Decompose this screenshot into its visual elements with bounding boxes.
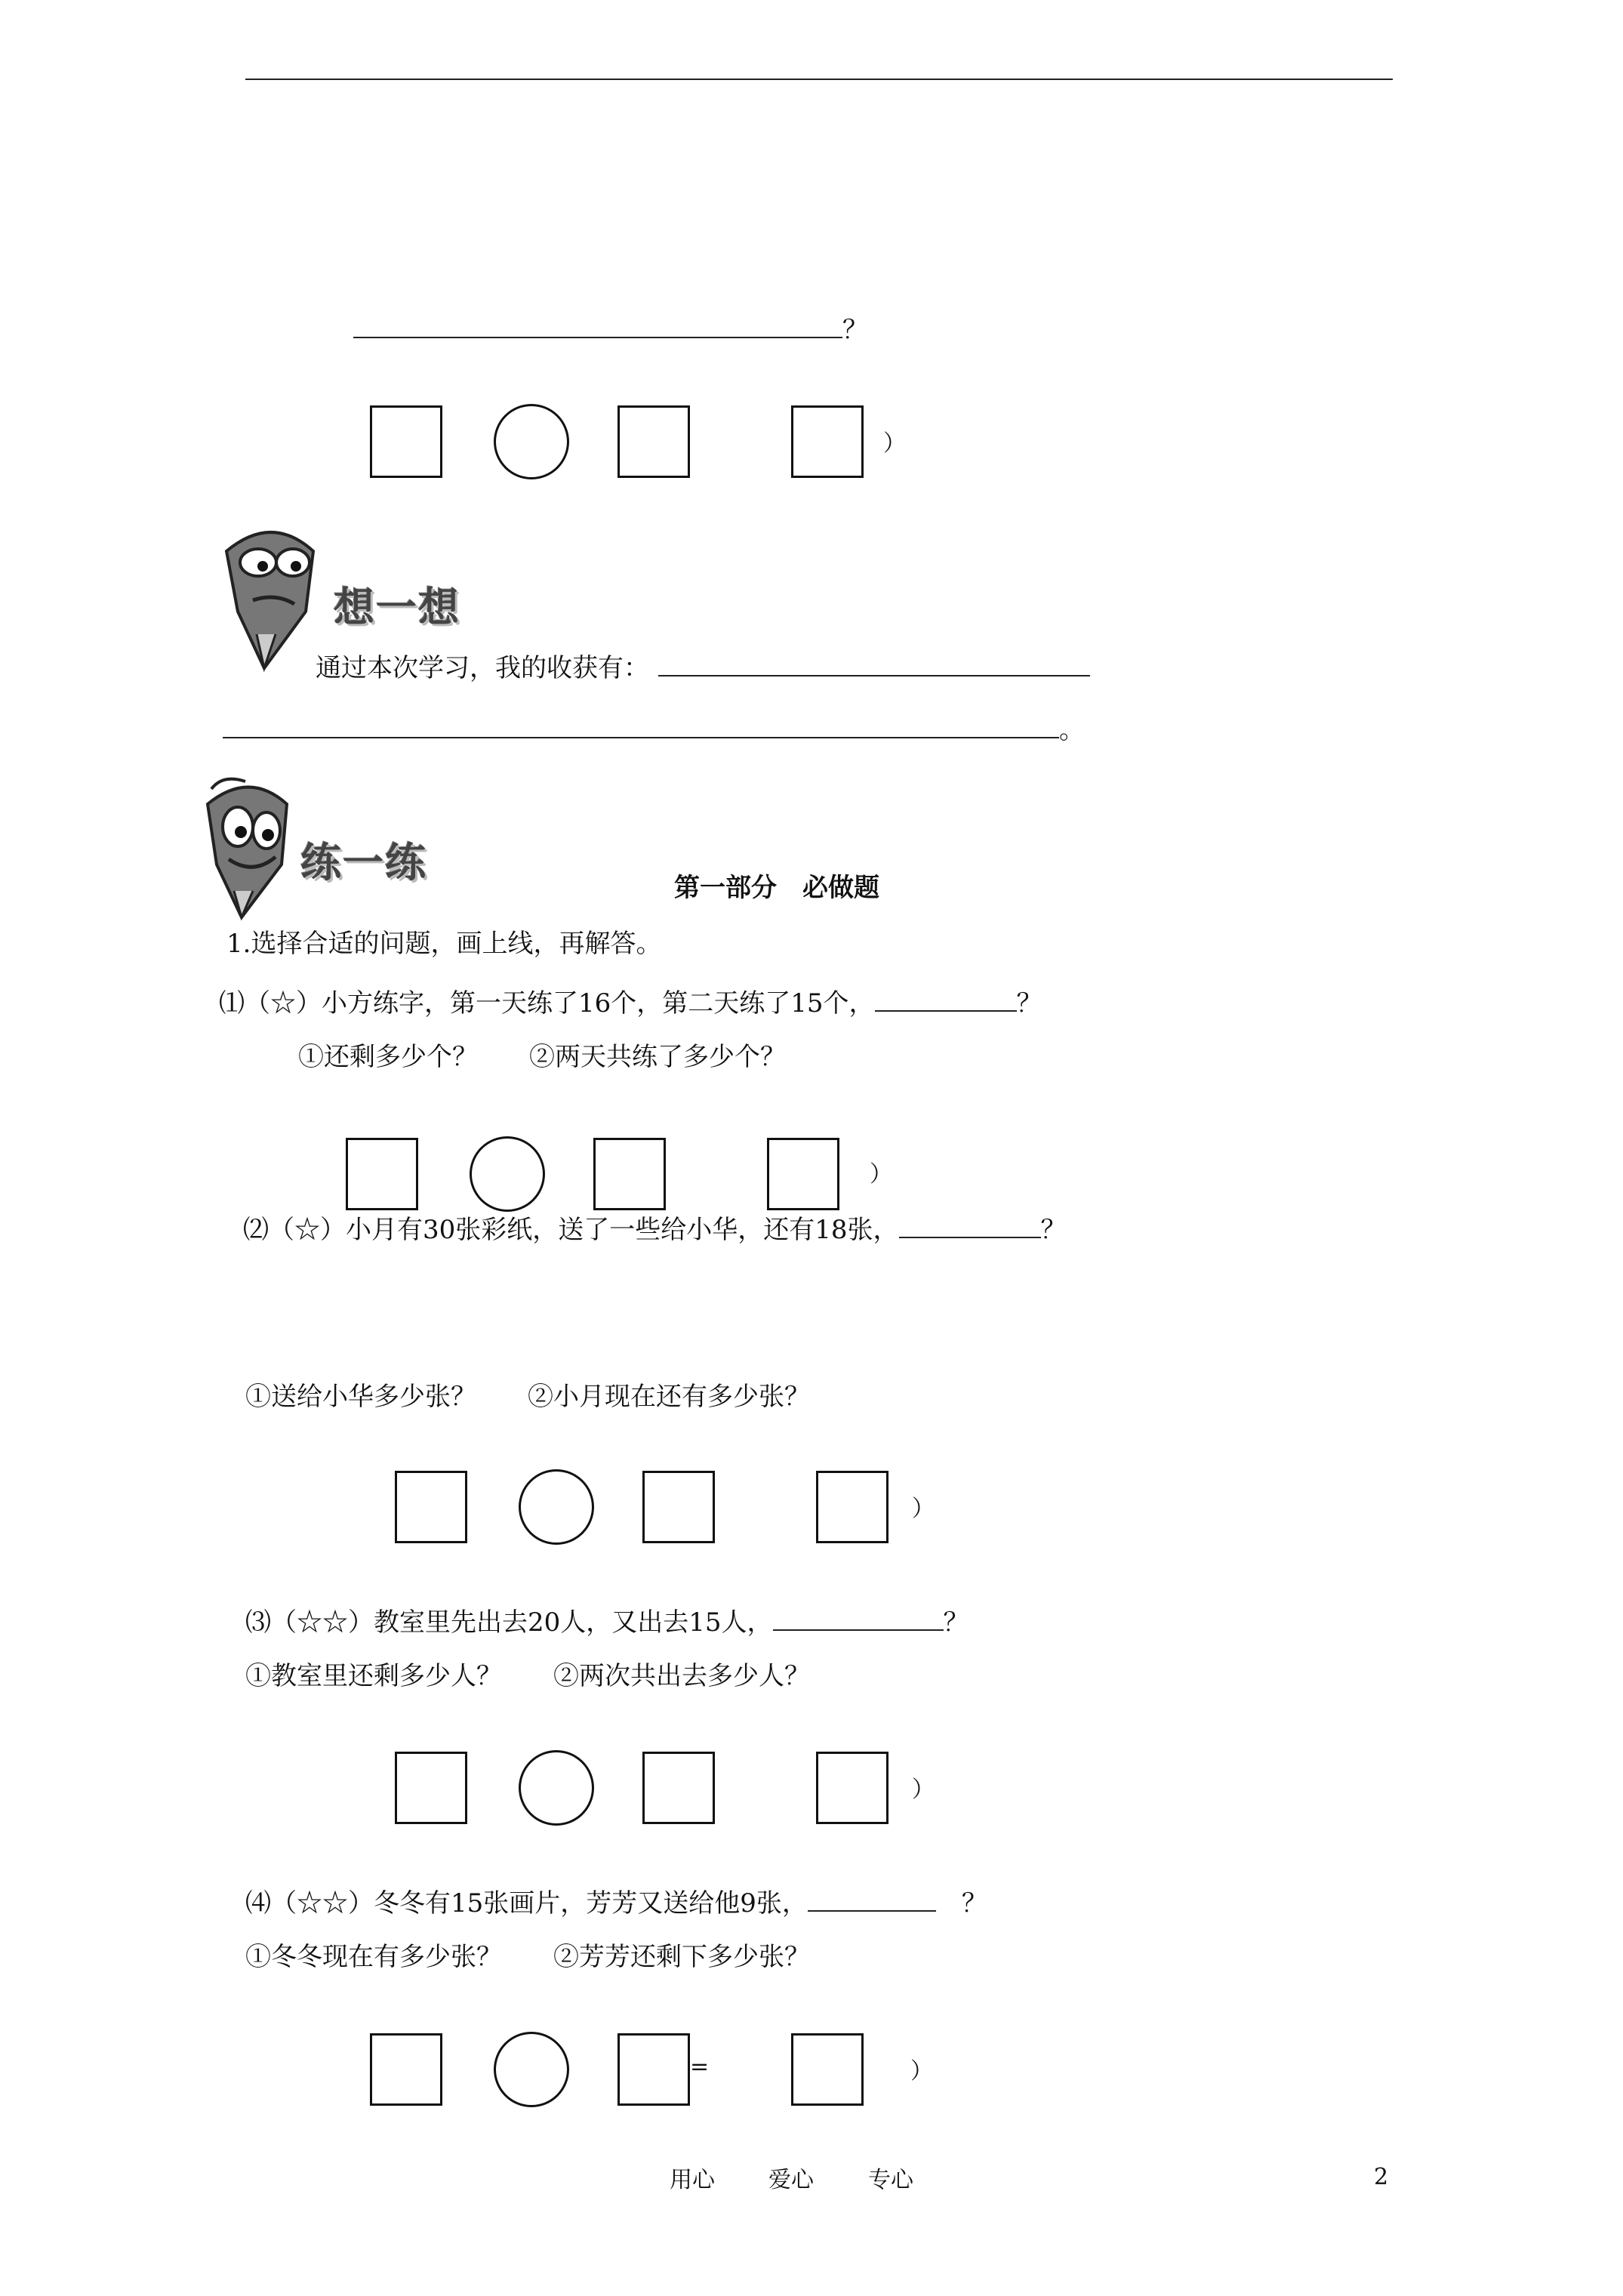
page-number: 2 (1374, 2164, 1389, 2190)
equals-sign: = (690, 2054, 710, 2080)
equation-box[interactable] (395, 1752, 467, 1824)
problem-stem: ⑵（☆）小月有30张彩纸，送了一些给小华，还有18张， (243, 1215, 899, 1245)
question-mark: ？ (842, 315, 868, 345)
equation-box[interactable] (642, 1752, 715, 1824)
answer-blank[interactable] (353, 310, 842, 338)
operator-circle[interactable] (494, 404, 569, 479)
problem-1-stem-line (219, 983, 1042, 1022)
pencil-mascot-icon (211, 521, 332, 672)
result-box[interactable] (791, 405, 864, 478)
question-mark: ？ (935, 1888, 987, 1918)
answer-blank[interactable] (223, 710, 1059, 738)
header-rule (245, 79, 1393, 80)
practice-banner: 练一练 (300, 838, 427, 886)
unit-paren: ） (883, 430, 906, 457)
unit-paren: ） (912, 1777, 935, 1803)
problem-2-options[interactable]: ①送给小华多少张？ ②小月现在还有多少张？ (245, 1382, 810, 1412)
unit-paren: ） (912, 1496, 935, 1522)
equation-box[interactable] (346, 1138, 418, 1210)
footer-motto: 专心 (868, 2167, 913, 2193)
question-mark: ？ (1016, 988, 1042, 1019)
operator-circle[interactable] (519, 1750, 594, 1826)
operator-circle[interactable] (470, 1136, 545, 1212)
operator-circle[interactable] (494, 2032, 569, 2107)
question-mark: ？ (943, 1607, 969, 1638)
question-mark: ？ (1040, 1215, 1067, 1245)
equation-box[interactable] (617, 405, 690, 478)
think-second-line (223, 710, 1085, 748)
answer-blank[interactable] (899, 1210, 1041, 1238)
footer-motto: 爱心 (768, 2167, 814, 2193)
result-box[interactable] (767, 1138, 839, 1210)
pencil-mascot-icon (192, 770, 306, 921)
think-banner: 想一想 (334, 583, 460, 631)
end-mark: 。 (1059, 715, 1085, 745)
problem-3-stem-line (245, 1602, 969, 1641)
answer-blank[interactable] (773, 1602, 944, 1631)
problem-3-options[interactable]: ①教室里还剩多少人？ ②两次共出去多少人？ (245, 1661, 810, 1691)
footer-motto: 用心 (670, 2167, 715, 2193)
problem-4-stem-line (245, 1883, 987, 1922)
problem-1-options[interactable]: ①还剩多少个？ ②两天共练了多少个？ (298, 1042, 786, 1072)
equation-box[interactable] (642, 1471, 715, 1543)
problem-stem: ⑴（☆）小方练字，第一天练了16个，第二天练了15个， (219, 988, 875, 1019)
answer-blank[interactable] (658, 648, 1090, 676)
unit-paren: ） (870, 1161, 892, 1188)
problem-stem: ⑶（☆☆）教室里先出去20人，又出去15人， (245, 1607, 773, 1638)
problem-stem: ⑷（☆☆）冬冬有15张画片，芳芳又送给他9张， (245, 1888, 808, 1918)
result-box[interactable] (816, 1752, 888, 1824)
equation-box[interactable] (593, 1138, 666, 1210)
carryover-question-line (353, 310, 868, 348)
problem-4-options[interactable]: ①冬冬现在有多少张？ ②芳芳还剩下多少张？ (245, 1942, 810, 1972)
unit-paren: ） (910, 2058, 933, 2085)
answer-blank[interactable] (875, 983, 1017, 1012)
result-box[interactable] (816, 1471, 888, 1543)
think-prompt: 通过本次学习，我的收获有： (316, 653, 649, 683)
equation-box[interactable] (395, 1471, 467, 1543)
answer-blank[interactable] (808, 1883, 936, 1912)
equation-box[interactable] (370, 405, 442, 478)
result-box[interactable] (791, 2033, 864, 2106)
section-title: 第一部分 必做题 (674, 873, 879, 903)
problem-2-stem-line (243, 1210, 1067, 1248)
instruction: 1.选择合适的问题，画上线，再解答。 (226, 929, 662, 959)
equation-box[interactable] (370, 2033, 442, 2106)
operator-circle[interactable] (519, 1469, 594, 1545)
equation-box[interactable] (617, 2033, 690, 2106)
think-prompt-line (316, 648, 1090, 686)
